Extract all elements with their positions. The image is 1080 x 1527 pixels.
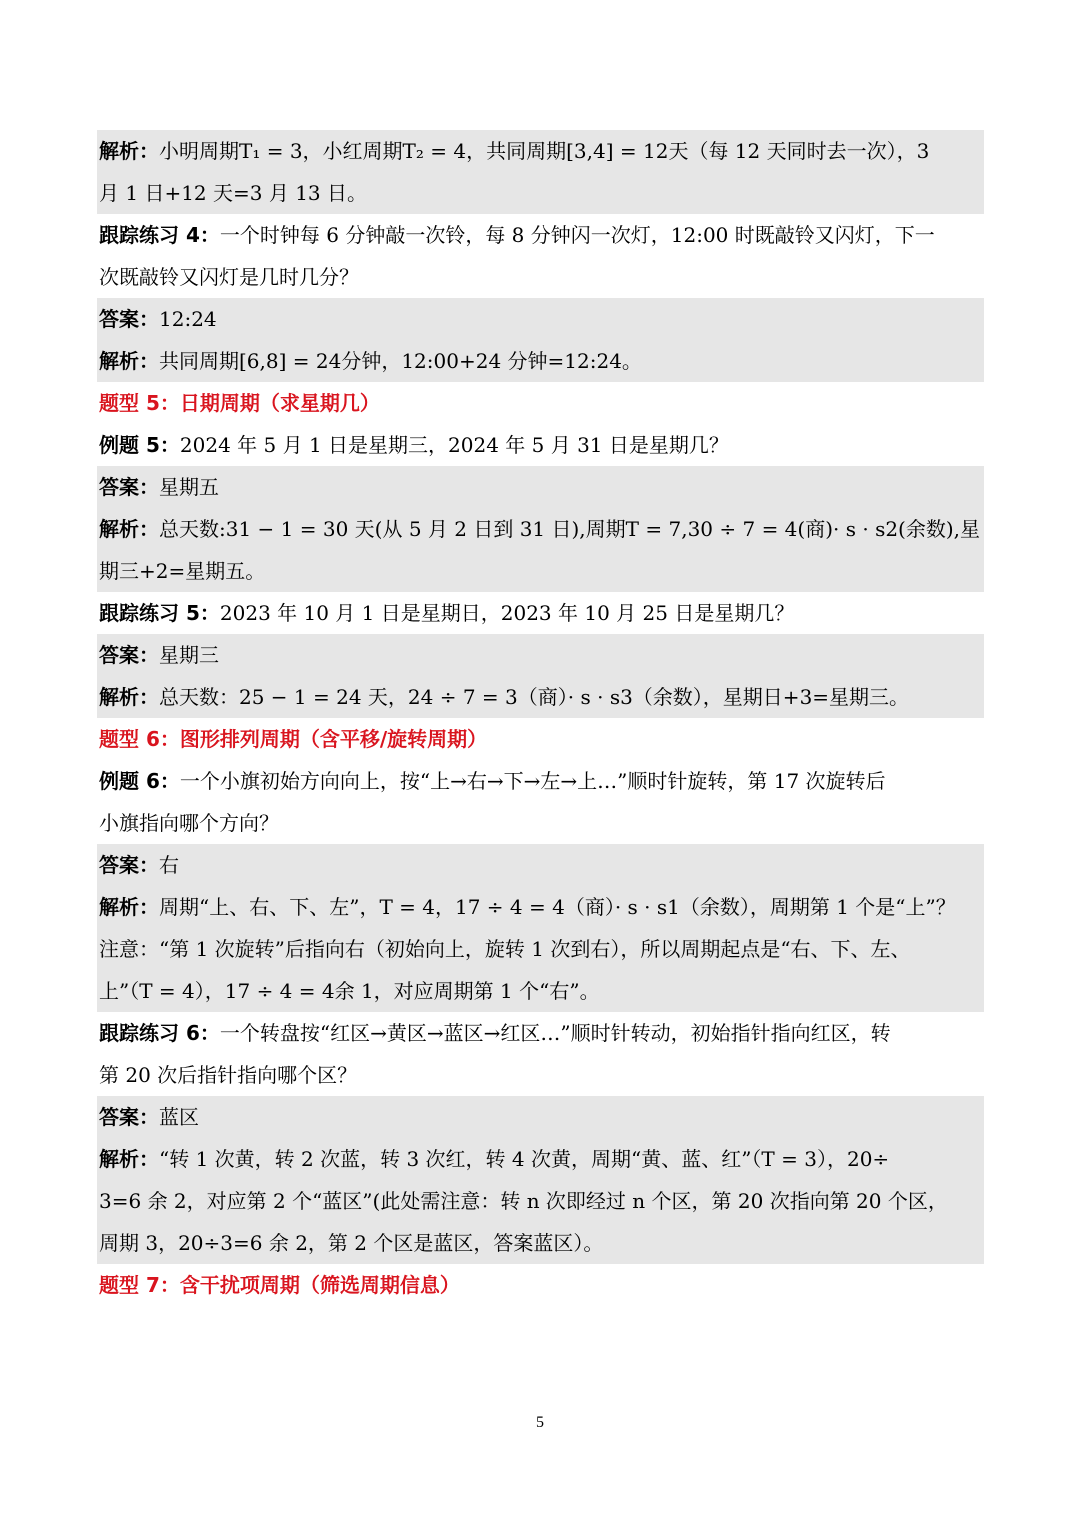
practice-line [97, 256, 984, 298]
practice-label: 跟踪练习 4： [99, 223, 220, 247]
practice-label: 跟踪练习 6： [99, 1021, 220, 1045]
answer-line [97, 1096, 984, 1138]
answer-label: 答案： [99, 643, 159, 667]
analysis-line [97, 886, 984, 928]
analysis-line [97, 1180, 984, 1222]
answer-text: 右 [159, 853, 179, 877]
practice-text: 次既敲铃又闪灯是几时几分？ [99, 265, 359, 289]
example-line [97, 802, 984, 844]
analysis-line [97, 508, 984, 550]
example-line [97, 424, 984, 466]
analysis-line [97, 1138, 984, 1180]
practice-line [97, 1054, 984, 1096]
analysis-text: 注意：“第 1 次旋转”后指向右（初始向上，旋转 1 次到右），所以周期起点是“右、下、左、 [99, 937, 911, 961]
analysis-line [97, 172, 984, 214]
practice-text: 2023 年 10 月 1 日是星期日，2023 年 10 月 25 日是星期几？ [219, 601, 795, 625]
analysis-line [97, 340, 984, 382]
practice-line [97, 214, 984, 256]
answer-text: 蓝区 [159, 1105, 199, 1129]
analysis-text: 周期 3，20÷3=6 余 2，第 2 个区是蓝区，答案蓝区）。 [99, 1231, 604, 1255]
analysis-text: 共同周期[6,8] = 24分钟，12:00+24 分钟=12:24。 [159, 349, 642, 373]
analysis-line [97, 928, 984, 970]
analysis-line [97, 970, 984, 1012]
practice-line [97, 1012, 984, 1054]
analysis-label: 解析： [99, 517, 159, 541]
analysis-label: 解析： [99, 139, 159, 163]
analysis-text: 期三+2=星期五。 [99, 559, 266, 583]
example-label: 例题 5： [99, 433, 180, 457]
analysis-line [97, 676, 984, 718]
practice-text: 第 20 次后指针指向哪个区？ [99, 1063, 358, 1087]
answer-line [97, 298, 984, 340]
answer-text: 星期三 [159, 643, 219, 667]
document-body [97, 130, 984, 1306]
example-label: 例题 6： [99, 769, 180, 793]
answer-label: 答案： [99, 853, 159, 877]
analysis-label: 解析： [99, 1147, 159, 1171]
analysis-text: 总天数:31 − 1 = 30 天(从 5 月 2 日到 31 日),周期T = 7,30 ÷ 7 = 4(商)· s · s2(余数),星 [159, 517, 981, 541]
analysis-label: 解析： [99, 349, 159, 373]
analysis-line [97, 1222, 984, 1264]
practice-line [97, 592, 984, 634]
answer-label: 答案： [99, 307, 159, 331]
analysis-text: 月 1 日+12 天=3 月 13 日。 [99, 181, 368, 205]
analysis-text: 周期“上、右、下、左”，T = 4，17 ÷ 4 = 4（商）· s · s1（余数），周期第 1 个是“上”？ [159, 895, 956, 919]
page-number: 5 [536, 1414, 544, 1431]
answer-label: 答案： [99, 1105, 159, 1129]
answer-line [97, 466, 984, 508]
example-text: 2024 年 5 月 1 日是星期三，2024 年 5 月 31 日是星期几？ [179, 433, 729, 457]
practice-text: 一个转盘按“红区→黄区→蓝区→红区…”顺时针转动，初始指针指向红区，转 [219, 1021, 891, 1045]
answer-text: 星期五 [159, 475, 219, 499]
section-heading: 题型 7：含干扰项周期（筛选周期信息） [99, 1273, 460, 1297]
analysis-text: 小明周期T₁ = 3，小红周期T₂ = 4，共同周期[3,4] = 12天（每 12 天同时去一次），3 [159, 139, 930, 163]
analysis-text: 总天数：25 − 1 = 24 天，24 ÷ 7 = 3（商）· s · s3（余数），星期日+3=星期三。 [159, 685, 910, 709]
example-text: 一个小旗初始方向向上，按“上→右→下→左→上…”顺时针旋转，第 17 次旋转后 [179, 769, 886, 793]
section-heading: 题型 5：日期周期（求星期几） [99, 391, 380, 415]
analysis-line [97, 550, 984, 592]
answer-text: 12:24 [159, 307, 217, 331]
example-text: 小旗指向哪个方向？ [99, 811, 279, 835]
practice-text: 一个时钟每 6 分钟敲一次铃，每 8 分钟闪一次灯，12:00 时既敲铃又闪灯，下一 [219, 223, 935, 247]
analysis-label: 解析： [99, 895, 159, 919]
analysis-label: 解析： [99, 685, 159, 709]
section-heading: 题型 6：图形排列周期（含平移/旋转周期） [99, 727, 488, 751]
example-line [97, 760, 984, 802]
analysis-text: 上”（T = 4），17 ÷ 4 = 4余 1，对应周期第 1 个“右”。 [99, 979, 600, 1003]
analysis-text: “转 1 次黄，转 2 次蓝，转 3 次红，转 4 次黄，周期“黄、蓝、红”（T = 3），20÷ [159, 1147, 890, 1171]
answer-line [97, 634, 984, 676]
answer-line [97, 844, 984, 886]
analysis-line [97, 130, 984, 172]
practice-label: 跟踪练习 5： [99, 601, 220, 625]
answer-label: 答案： [99, 475, 159, 499]
analysis-text: 3=6 余 2，对应第 2 个“蓝区”(此处需注意：转 n 次即经过 n 个区，第 20 次指向第 20 个区， [99, 1189, 948, 1213]
